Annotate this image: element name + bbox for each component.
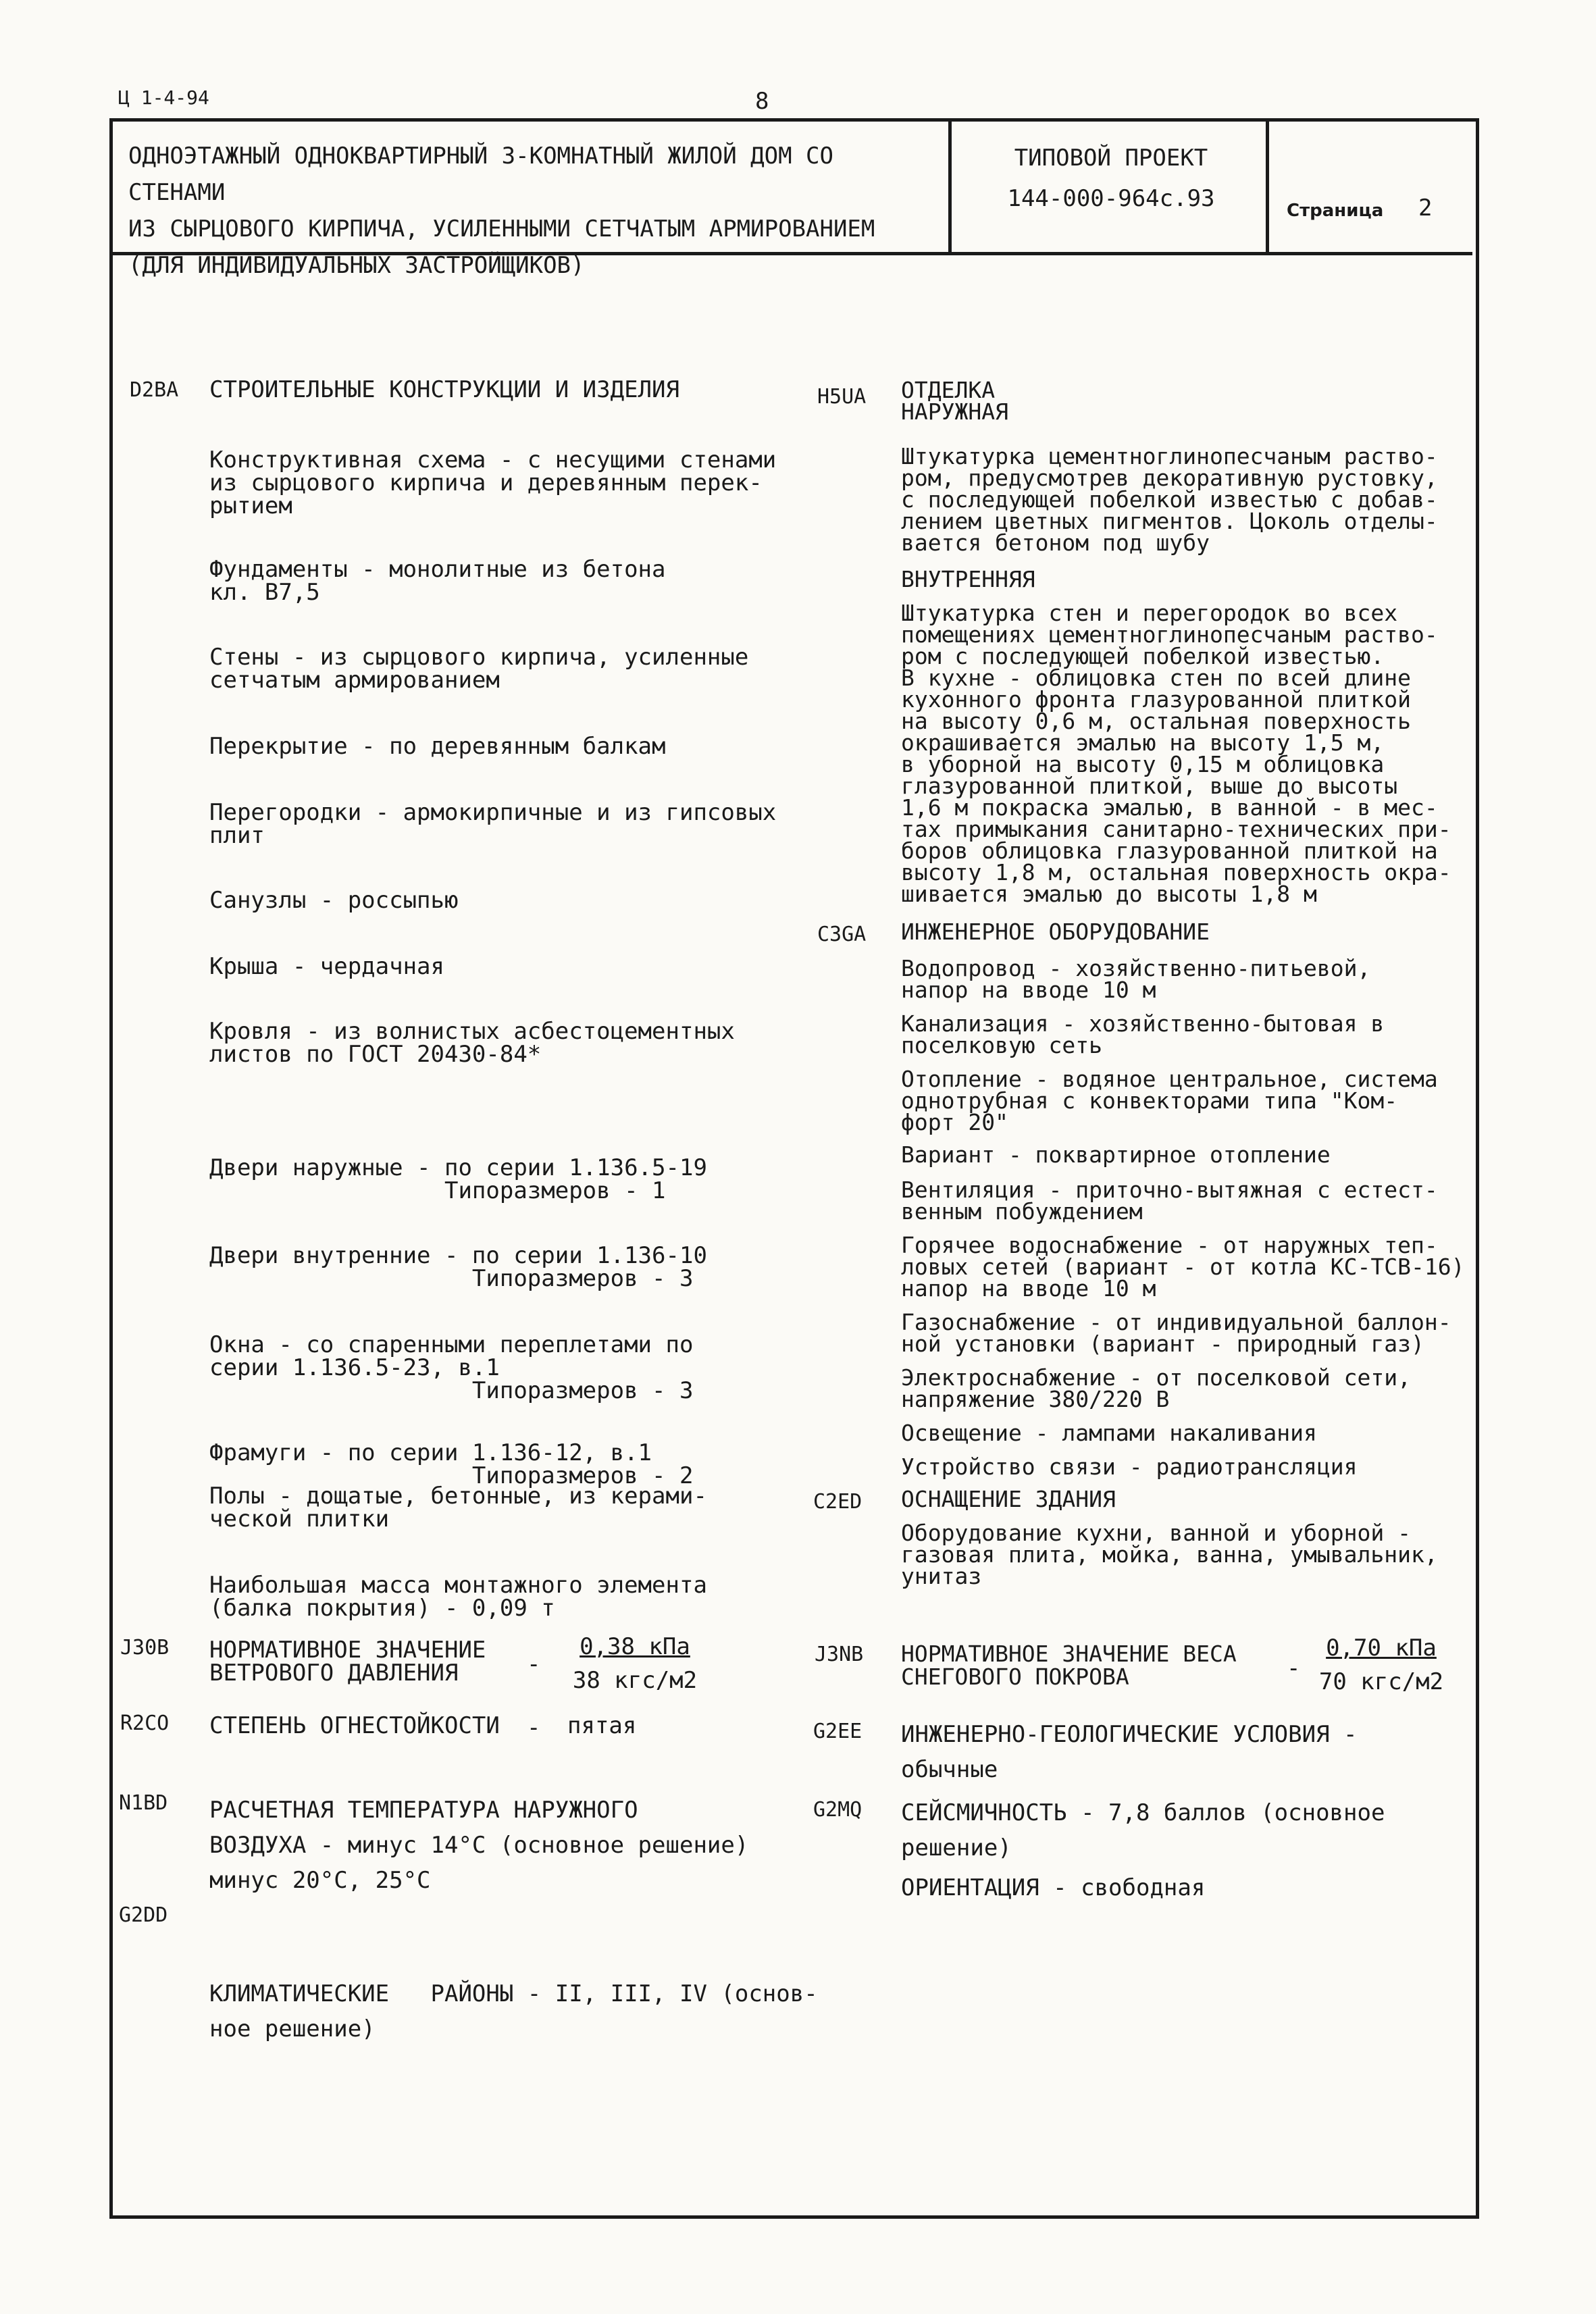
page-number: 2 — [1418, 195, 1433, 222]
section-code: D2BA — [130, 378, 179, 402]
spec-item: Кровля - из волнистых асбестоцементных листов по ГОСТ 20430-84* — [209, 1018, 735, 1068]
snow-value: 0,70 кПа 70 кгс/м2 — [1318, 1635, 1444, 1695]
spec-item: Газоснабжение - от индивидуальной баллон- ной установки (вариант - природный газ) — [901, 1309, 1451, 1357]
spec-item: Двери внутренние - по серии 1.136-10 Типоразмеров - 3 — [209, 1242, 707, 1292]
section-heading: СТРОИТЕЛЬНЫЕ КОНСТРУКЦИИ И ИЗДЕЛИЯ — [209, 376, 679, 403]
page-label: Страница — [1287, 201, 1384, 221]
temperature-block: РАСЧЕТНАЯ ТЕМПЕРАТУРА НАРУЖНОГО ВОЗДУХА - минус 14°С (основное решение) минус 20°С, 25°С — [209, 1797, 749, 1894]
spec-item: Отопление - водяное центральное, система однотрубная с конвекторами типа "Ком- форт 20" — [901, 1066, 1438, 1135]
sheet-number: 8 — [755, 88, 769, 115]
section-code: N1BD — [119, 1791, 168, 1815]
finishing-inner-heading: ВНУТРЕННЯЯ — [901, 566, 1035, 592]
spec-item: Вариант - поквартирное отопление — [901, 1141, 1331, 1168]
snow-dash: - — [1287, 1655, 1301, 1682]
spec-item: Водопровод - хозяйственно-питьевой, напор на вводе 10 м — [901, 955, 1371, 1003]
orientation: ОРИЕНТАЦИЯ - свободная — [901, 1874, 1206, 1901]
section-code: H5UA — [817, 385, 867, 409]
project-title-line: ИЗ СЫРЦОВОГО КИРПИЧА, УСИЛЕННЫМИ СЕТЧАТЫМ АРМИРОВАНИЕМ — [128, 215, 875, 242]
climate-block: КЛИМАТИЧЕСКИЕ РАЙОНЫ - II, III, IV (основ- ное решение) — [209, 1980, 818, 2042]
section-code: J3NB — [815, 1643, 864, 1666]
project-title — [128, 138, 932, 284]
spec-item: Перекрытие - по деревянным балкам — [209, 733, 666, 760]
spec-item: Вентиляция - приточно-вытяжная с естест- венным побуждением — [901, 1177, 1438, 1225]
spec-item: Крыша - чердачная — [209, 953, 444, 980]
fire-value: пятая — [567, 1712, 637, 1739]
spec-item: Освещение - лампами накаливания — [901, 1420, 1317, 1446]
wind-label: НОРМАТИВНОЕ ЗНАЧЕНИЕ ВЕТРОВОГО ДАВЛЕНИЯ — [209, 1637, 486, 1687]
section-code: J30B — [120, 1636, 170, 1660]
wind-value: 0,38 кПа 38 кгс/м2 — [572, 1633, 698, 1694]
section-code: G2MQ — [813, 1798, 863, 1822]
seismic-block: СЕЙСМИЧНОСТЬ - 7,8 баллов (основное решение) — [901, 1799, 1385, 1861]
spec-item: Горячее водоснабжение - от наружных теп- ловых сетей (вариант - от котла КС-ТСВ-16) напор на вводе 10 м — [901, 1232, 1465, 1302]
spec-item: Фундаменты - монолитные из бетона кл. В7,5 — [209, 556, 666, 606]
spec-item: Санузлы - россыпью — [209, 887, 459, 914]
finishing-outer-text: Штукатурка цементноглинопесчаным раство- ром, предусмотрев декоративную рустовку, с последующей побелкой известью с добав- лением цветных пигментов. Цоколь отделы- вается бетоном под шубу — [901, 443, 1438, 556]
section-code: C3GA — [817, 923, 867, 946]
title-block-divider — [1266, 118, 1269, 252]
title-block-divider — [948, 118, 952, 252]
spec-item: Полы - дощатые, бетонные, из керами- ческой плитки — [209, 1483, 707, 1533]
spec-item: Стены - из сырцового кирпича, усиленные сетчатым армированием — [209, 644, 749, 694]
geology-block: ИНЖЕНЕРНО-ГЕОЛОГИЧЕСКИЕ УСЛОВИЯ - обычные — [901, 1721, 1358, 1783]
spec-item: Канализация - хозяйственно-бытовая в поселковую сеть — [901, 1010, 1385, 1058]
project-title-line: (ДЛЯ ИНДИВИДУАЛЬНЫХ ЗАСТРОЙЩИКОВ) — [128, 252, 585, 279]
section-code: C2ED — [813, 1490, 863, 1514]
section-heading: ИНЖЕНЕРНОЕ ОБОРУДОВАНИЕ — [901, 919, 1210, 945]
fire-dash: - — [527, 1714, 541, 1741]
section-heading: ОТДЕЛКА НАРУЖНАЯ — [901, 377, 1008, 425]
spec-item: Конструктивная схема - с несущими стенами из сырцового кирпича и деревянным перек- рытием — [209, 446, 777, 519]
spec-item: Фрамуги - по серии 1.136-12, в.1 Типоразмеров - 2 — [209, 1439, 694, 1489]
finishing-inner-text: Штукатурка стен и перегородок во всех помещениях цементноглинопесчаным раство- ром с последующей побелкой известью. В кухне - облицовка стен по всей длине кухонного фронта глазурованной плиткой на высоту 0,6 м, остальная поверхность окрашивается эмалью на высоту 1,5 м, в уборной на высоту 0,15 м облицовка глазурованной плиткой, выше до высоты 1,6 м покраска эмалью, в ванной - в мес- тах примыкания санитарно-технических при- боров облицовка глазурованной плиткой на высоту 1,8 м, остальная поверхность окра- шивается эмалью до высоты 1,8 м — [901, 600, 1451, 907]
project-type-block — [959, 138, 1263, 219]
project-title-line: ОДНОЭТАЖНЫЙ ОДНОКВАРТИРНЫЙ 3-КОМНАТНЫЙ ЖИЛОЙ ДОМ СО СТЕНАМИ — [128, 143, 833, 206]
project-number: 144-000-964с.93 — [1007, 185, 1215, 212]
fire-label: СТЕПЕНЬ ОГНЕСТОЙКОСТИ — [209, 1712, 500, 1739]
section-heading: ОСНАЩЕНИЕ ЗДАНИЯ — [901, 1486, 1116, 1512]
section-code: G2DD — [119, 1903, 168, 1927]
spec-item: Электроснабжение - от поселковой сети, напряжение 380/220 В — [901, 1364, 1411, 1412]
spec-item: Окна - со спаренными переплетами по серии 1.136.5-23, в.1 Типоразмеров - 3 — [209, 1331, 694, 1404]
section-code: G2EE — [813, 1720, 863, 1743]
spec-item: Наибольшая масса монтажного элемента (балка покрытия) - 0,09 т — [209, 1572, 707, 1622]
spec-item: Устройство связи - радиотрансляция — [901, 1454, 1358, 1480]
section-code: R2CO — [120, 1712, 170, 1735]
document-code: Ц 1-4-94 — [118, 86, 209, 109]
spec-item: Перегородки - армокирпичные и из гипсовых плит — [209, 799, 777, 849]
project-type: ТИПОВОЙ ПРОЕКТ — [1014, 145, 1208, 172]
spec-item: Двери наружные - по серии 1.136.5-19 Типоразмеров - 1 — [209, 1154, 707, 1204]
snow-label: НОРМАТИВНОЕ ЗНАЧЕНИЕ ВЕСА СНЕГОВОГО ПОКРОВА — [901, 1641, 1237, 1690]
wind-dash: - — [527, 1651, 541, 1678]
equipment-text: Оборудование кухни, ванной и уборной - газовая плита, мойка, ванна, умывальник, унитаз — [901, 1520, 1438, 1589]
